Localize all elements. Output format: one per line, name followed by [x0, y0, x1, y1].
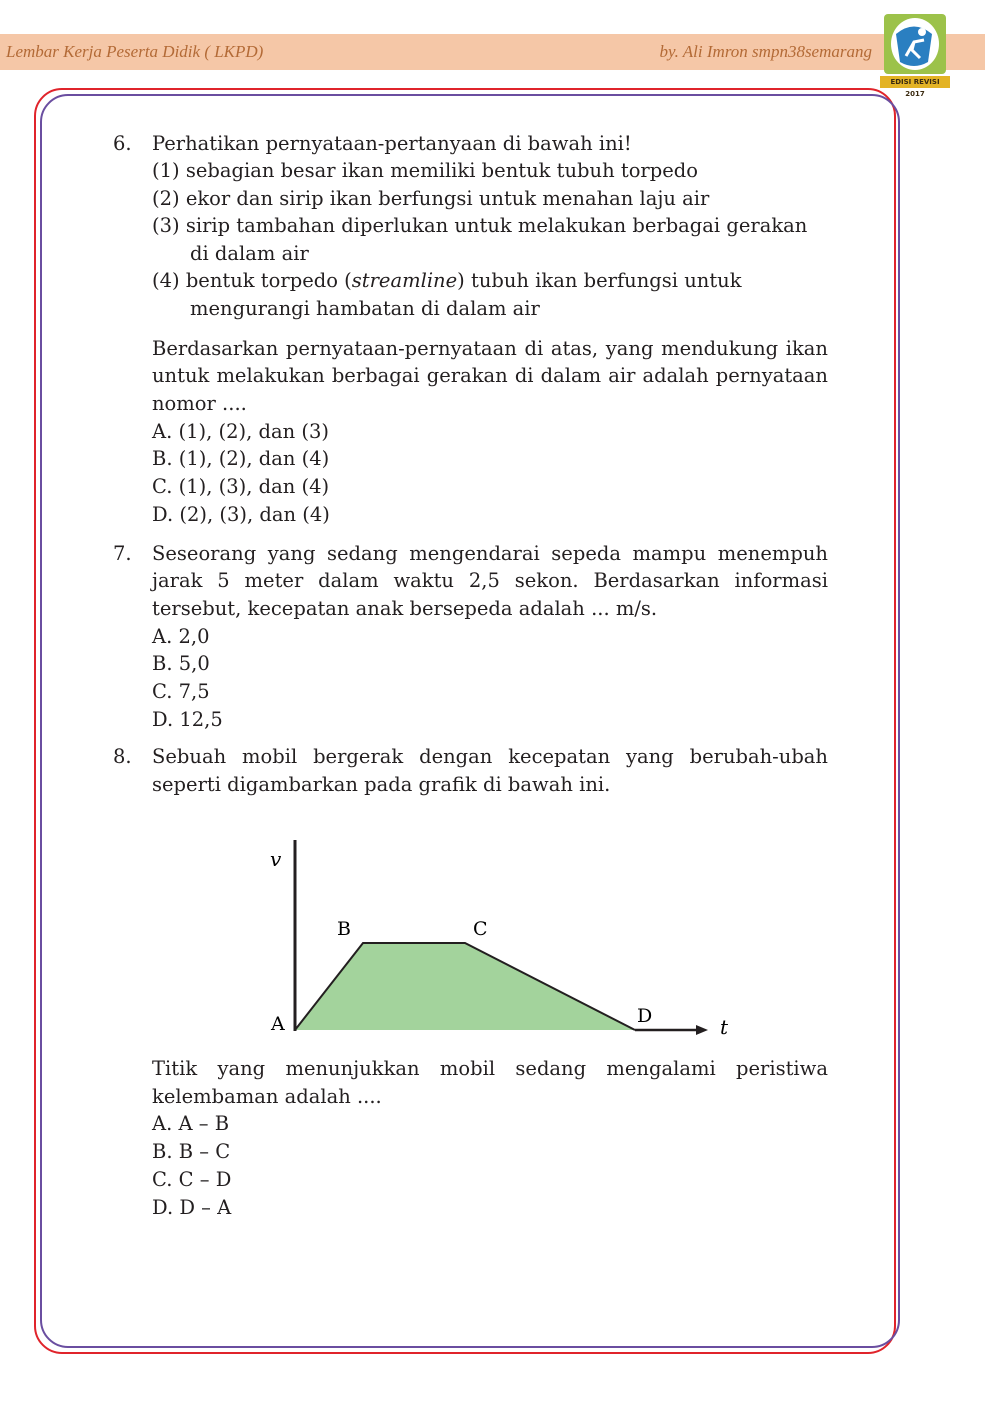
q6-statement: di dalam air: [190, 242, 309, 265]
q8-option-d: D. D – A: [152, 1196, 232, 1219]
q8-question: kelembaman adalah ....: [152, 1085, 382, 1108]
header-title: Lembar Kerja Peserta Didik ( LKPD): [6, 42, 264, 61]
q6-intro: Perhatikan pernyataan-pertanyaan di bawah ini!: [152, 132, 632, 155]
q6-question: untuk melakukan berbagai gerakan di dalam air adalah pernyataan: [152, 364, 828, 387]
q8-option-a: A. A – B: [152, 1112, 230, 1135]
q6-statement: mengurangi hambatan di dalam air: [190, 297, 540, 320]
q7-option-c: C. 7,5: [152, 680, 210, 703]
q8-question: seperti digambarkan pada grafik di bawah ini.: [152, 773, 611, 796]
q6-statement: (3) sirip tambahan diperlukan untuk melakukan berbagai gerakan: [152, 214, 808, 237]
q8-question: Sebuah mobil bergerak dengan kecepatan yang berubah-ubah: [152, 745, 828, 768]
q6-option-b: B. (1), (2), dan (4): [152, 447, 330, 470]
graph-area: [295, 943, 635, 1030]
q7-number: 7.: [113, 542, 132, 565]
text: (4) bentuk torpedo (: [152, 269, 352, 292]
point-label-b: B: [337, 918, 351, 940]
text: streamline: [351, 269, 458, 292]
q8-question: Titik yang menunjukkan mobil sedang mengalami peristiwa: [152, 1057, 828, 1080]
q7-option-b: B. 5,0: [152, 652, 210, 675]
q7-option-d: D. 12,5: [152, 708, 223, 731]
text: ) tubuh ikan berfungsi untuk: [457, 269, 742, 292]
q7-question: tersebut, kecepatan anak bersepeda adalah ... m/s.: [152, 597, 658, 620]
q6-option-a: A. (1), (2), dan (3): [152, 420, 330, 443]
q7-question: Seseorang yang sedang mengendarai sepeda mampu menempuh: [152, 542, 828, 565]
point-label-d: D: [637, 1005, 653, 1027]
q6-question: nomor ....: [152, 392, 247, 415]
q6-number: 6.: [113, 132, 132, 155]
q8-option-b: B. B – C: [152, 1140, 231, 1163]
t-axis-label: t: [720, 1015, 729, 1039]
header-author: by. Ali Imron smpn38semarang: [659, 42, 872, 61]
q8-option-c: C. C – D: [152, 1168, 232, 1191]
q6-statement: (1) sebagian besar ikan memiliki bentuk tubuh torpedo: [152, 159, 698, 182]
v-axis-label: v: [270, 847, 282, 871]
q6-option-d: D. (2), (3), dan (4): [152, 503, 330, 526]
q8-number: 8.: [113, 745, 132, 768]
q6-option-c: C. (1), (3), dan (4): [152, 475, 330, 498]
point-label-c: C: [473, 918, 488, 940]
point-label-a: A: [271, 1013, 285, 1035]
q6-question: Berdasarkan pernyataan-pernyataan di atas, yang mendukung ikan: [152, 337, 828, 360]
q7-question: jarak 5 meter dalam waktu 2,5 sekon. Berdasarkan informasi: [152, 569, 828, 592]
q6-statement: (2) ekor dan sirip ikan berfungsi untuk menahan laju air: [152, 187, 710, 210]
t-axis-arrow: [696, 1025, 708, 1035]
q7-option-a: A. 2,0: [152, 625, 210, 648]
edition-badge: EDISI REVISI 2017: [880, 76, 950, 88]
